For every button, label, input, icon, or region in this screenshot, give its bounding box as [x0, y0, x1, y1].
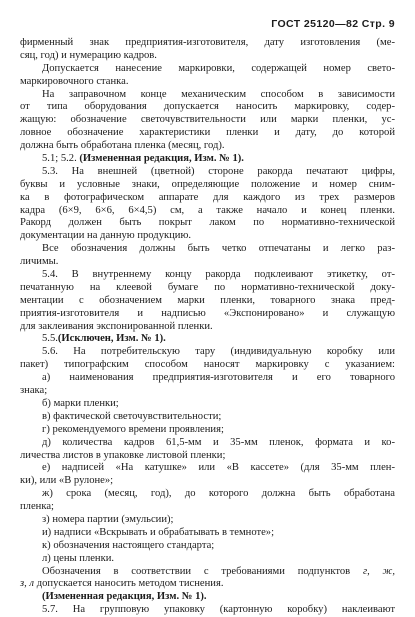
text-line: Все обозначения должны быть четко отпечатаны и легко раз- [42, 243, 395, 255]
text-line: Ракорд должен быть покрыт лаком по нормативно-технической [20, 217, 395, 229]
text-line: 5.5.(Исключен, Изм. № 1). [42, 333, 166, 345]
text-line: 5.7. На групповую упаковку (картонную коробку) наклеивают [42, 604, 395, 616]
text-line: з, л допускается наносить методом тиснения. [20, 578, 224, 590]
text-line: (Измененная редакция, Изм. № 1). [42, 591, 207, 603]
text-line: в) фактической светочувствительности; [42, 410, 222, 422]
text-line: печатанную на клеевой бумаге по нормативно-технической доку- [20, 281, 395, 293]
text-line: ка в фотографическом аппарате для каждого из трех размеров [20, 191, 395, 203]
page-header [20, 18, 395, 32]
text-line: 5.4. В внутреннему концу ракорда подклеивают этикетку, от- [42, 269, 395, 281]
text-line: личества листов в упаковке листовой пленки; [20, 449, 226, 461]
text-line: 5.1; 5.2. (Измененная редакция, Изм. № 1). [42, 153, 244, 165]
text-line: ж) срока (месяц, год), до которого должна быть обработана [42, 488, 395, 500]
text-line: з) номера партии (эмульсии); [42, 513, 174, 525]
text-line: приятия-изготовителя и надписью «Экспонировано» и служащую [20, 307, 395, 319]
text-line: а) наименования предприятия-изготовителя и его товарного [42, 372, 395, 384]
text-line: должна быть обработана пленка (месяц, год). [20, 140, 225, 152]
text-line: г) рекомендуемого времени проявления; [42, 423, 224, 435]
text-line: е) надписей «На катушке» или «В кассете» (для 35-мм плен- [42, 462, 395, 474]
text-line: фирменный знак предприятия-изготовителя, дату изготовления (ме- [20, 37, 395, 48]
text-line: пленка; [20, 501, 54, 513]
text-line: к) обозначения настоящего стандарта; [42, 539, 215, 551]
text-line: сяц, год) и нумерацию кадров. [20, 49, 157, 61]
text-line: 5.6. На потребительскую тару (индивидуальную коробку или [42, 346, 395, 358]
text-line: буквы и условные знаки, определяющие положение и номер сним- [20, 178, 395, 190]
text-line: ки), или «В рулоне»; [20, 475, 114, 487]
text-line: маркировочного станка. [20, 75, 129, 87]
text-line: На заправочном конце механическим способом в зависимости [42, 88, 395, 100]
text-line: ловное обозначение характеристики пленки и дату, до которой [20, 127, 395, 139]
text-line: знака; [20, 385, 48, 397]
text-line: жащую: обозначение светочувствительности или марки пленки, ус- [20, 114, 395, 126]
text-line: Допускается нанесение маркировки, содержащей номер свето- [42, 62, 395, 74]
page-number: Стр. 9 [361, 18, 395, 30]
text-line: кадра (6×9, 6×6, 6×4,5) см, а также начало и конец пленки. [20, 204, 395, 216]
text-line: Обозначения в соответствии с требованиями подпунктов г, ж, [42, 565, 395, 577]
text-line: от типа оборудования допускается наносить маркировку, содер- [20, 101, 395, 113]
text-line: документации на данную продукцию. [20, 230, 192, 242]
text-line: б) марки пленки; [42, 397, 119, 409]
text-line: д) количества кадров 61,5-мм и 35-мм пленок, формата и ко- [42, 436, 395, 448]
text-line: пакет) типографским способом наносят маркировку с указанием: [20, 359, 395, 371]
text-line: 5.3. На внешней (цветной) стороне ракорда печатают цифры, [42, 165, 395, 177]
text-line: личимы. [20, 256, 59, 268]
document-body [20, 37, 395, 617]
text-line: и) надписи «Вскрывать и обрабатывать в темноте»; [42, 526, 275, 538]
text-line: для заклеивания экспонированной пленки. [20, 320, 213, 332]
text-line: ментации с обозначением марки пленки, товарного знака пред- [20, 294, 395, 306]
standard-number: ГОСТ 25120—82 [271, 18, 359, 30]
text-line: л) цены пленки. [42, 552, 115, 564]
